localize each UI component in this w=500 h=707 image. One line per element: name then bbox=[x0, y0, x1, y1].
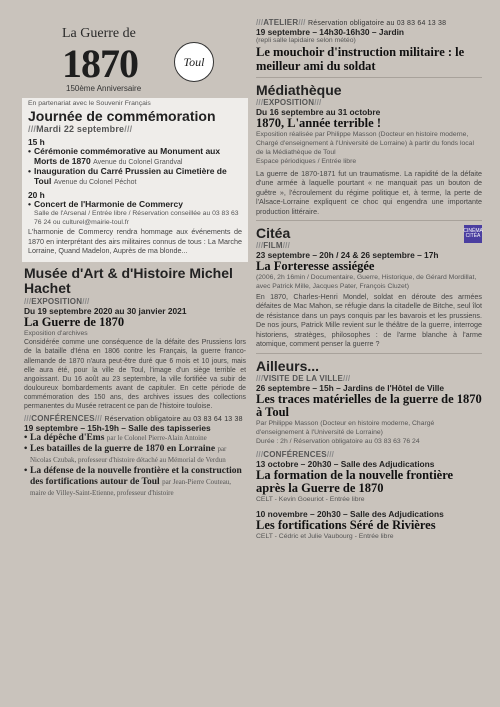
atelier-res: Réservation obligatoire au 03 83 64 13 38 bbox=[308, 20, 447, 27]
ailleurs-title: Ailleurs... bbox=[256, 357, 320, 374]
mediatheque-tag: EXPOSITION bbox=[263, 98, 315, 108]
musee-expo-sub: Exposition d'archives bbox=[24, 329, 88, 337]
musee-conf-date: 19 septembre – 15h-19h – Salle des tapisseries bbox=[24, 423, 211, 434]
citea-desc: En 1870, Charles-Henri Mondel, soldat en déroute des armées défaites de Mac Mahon, se réfugie dans la citadelle de Bitche, seul îlot de résistance dans un pays conquis par les bavarois et les prussiens. De nos jours, Patrick Mille revient sur le théâtre de la guerre, interroge historiens, stratèges, philosophes : de l'arme blanche à l'arme atomique, comment penser la guerre ? bbox=[256, 291, 482, 349]
atelier-note: (repli salle lapidaire selon météo) bbox=[256, 37, 356, 45]
anniversary-logo bbox=[22, 18, 248, 98]
commemoration-box: En partenariat avec le Souvenir Français Journée de commémoration ///Mardi 22 septembre/// 15 h • Cérémonie commémorative au Monument aux Morts de 1870 Avenue du Colonel Grandval • Inauguration du Carré Prussien au Cimetière de Toul Avenue du Colonel Péchot 20 h • Concert de l'Harmonie de Commercy Salle de l'Arsenal / Entrée libre / Réservation conseillée au 03 83 63 76 24 ou culturel@mairie-toul.fr L'harmonie de Commercy rendra hommage aux événements de 1870 en interprétant des airs militaires connus de tous : La Marche Lorraine, Quand Madelon, Auprès de ma blonde... bbox=[22, 96, 248, 262]
conf-defense: • La défense de la nouvelle frontière et la construction des fortifications autour de Toul par Jean-Pierre Couteau, maire de Villey-Saint-Etienne, professeur d'histoire bbox=[24, 466, 246, 499]
atelier-tag: ATELIER bbox=[263, 18, 299, 27]
conf2-by: CELT - Cédric et Julie Vaubourg - Entrée libre bbox=[256, 532, 394, 540]
visit-date: 26 septembre – 15h – Jardins de l'Hôtel de Ville bbox=[256, 382, 445, 393]
conf1-date: 13 octobre – 20h30 – Salle des Adjudications bbox=[256, 458, 435, 469]
time-20h: 20 h bbox=[28, 189, 45, 200]
conf2-title: Les fortifications Séré de Rivières bbox=[256, 518, 436, 533]
ailleurs-section: Ailleurs... ///VISITE DE LA VILLE/// 26 septembre – 15h – Jardins de l'Hôtel de Ville Les traces matérielles de la guerre de 1870 à Toul Par Philippe Masson (Docteur en histoire moderne, Chargé d'enseignement à l'Université de Lorraine) Durée : 2h / Réservation obligatoire au 03 83 63 76 24 ///CONFÉRENCES/// 13 octobre – 20h30 – Salle des Adjudications La formation de la nouvelle frontière après la Guerre de 1870 CELT - Kevin Goeuriot - Entrée libre 10 novembre – 20h30 – Salle des Adjudications Les fortifications Séré de Rivières CELT - Cédric et Julie Vaubourg - Entrée libre bbox=[256, 357, 482, 540]
atelier-date: 19 septembre – 14h30-16h30 – Jardin bbox=[256, 27, 405, 37]
mediatheque-section: Médiathèque ///EXPOSITION/// Du 16 septembre au 31 octobre 1870, L'année terrible ! Exposition réalisée par Philippe Masson (Docteur en histoire moderne, Chargé d'enseignement à l'Université de Lorraine) à partir du fonds local de la Médiathèque de Toul Espace périodiques / Entrée libre La guerre de 1870-1871 fut un traumatisme. La rapidité de la défaite d'une armée à laquelle pourtant « ne manquait pas un bouton de guêtre », l'écroulement du régime politique et, à terme, la perte de l'Alsace-Lorraine expliquent ce choc qui engendra une importante production littéraire. bbox=[256, 82, 482, 216]
citea-film-title: La Forteresse assiégée bbox=[256, 259, 375, 274]
musee-conf-res: Réservation obligatoire au 03 83 64 13 38 bbox=[104, 416, 243, 424]
divider bbox=[256, 77, 482, 78]
citea-section: CINÉMA CITÉA Citéa ///FILM/// 23 septembre – 20h / 24 & 26 septembre – 17h La Forteresse assiégée (2006, 2h 16min / Documentaire, Guerre, Historique, de Gérard Mordillat, avec Patrick Mille, Jacques Pater, François Cluzet) En 1870, Charles-Henri Mondel, soldat en déroute des armées défaites de Mac Mahon, se réfugie dans la citadelle de Bitche, seul îlot de résistance dans un pays conquis par les bavarois et les prussiens. De nos jours, Patrick Mille revient sur le théâtre de la guerre, interroge historiens, stratèges, philosophes : de l'arme blanche à l'arme atomique, comment penser la guerre ? bbox=[256, 225, 483, 349]
concert-item: • Concert de l'Harmonie de Commercy bbox=[28, 200, 242, 210]
conf1-title: La formation de la nouvelle frontière après la Guerre de 1870 bbox=[256, 467, 454, 496]
visit-info: Durée : 2h / Réservation obligatoire au 03 83 63 76 24 bbox=[256, 437, 420, 445]
cinema-logo-icon: CINÉMA CITÉA bbox=[464, 225, 482, 243]
musee-title: Musée d'Art & d'Histoire Michel Hachet bbox=[24, 264, 233, 297]
musee-expo-tag: EXPOSITION bbox=[31, 296, 83, 306]
conf2-date: 10 novembre – 20h30 – Salle des Adjudications bbox=[256, 509, 444, 519]
logo-year: 1870 bbox=[62, 41, 138, 86]
left-column bbox=[22, 18, 248, 499]
concert-place: Salle de l'Arsenal / Entrée libre / Réservation conseillée au 03 83 63 76 24 ou culturel@mairie-toul.fr bbox=[34, 209, 239, 226]
mediatheque-desc2: La guerre de 1870-1871 fut un traumatisme. La rapidité de la défaite d'une armée à laquelle pourtant « ne manquait pas un bouton de guêtre », l'écroulement du régime politique et, à terme, la perte de l'Alsace-Lorraine expliquent ce choc qui engendra une importante production littéraire. bbox=[256, 168, 482, 216]
citea-tag: FILM bbox=[263, 241, 283, 251]
mediatheque-dates: Du 16 septembre au 31 octobre bbox=[256, 107, 381, 118]
time-15h: 15 h bbox=[28, 137, 45, 148]
commemoration-title: Journée de commémoration bbox=[28, 107, 216, 124]
toul-logo-text: Toul bbox=[183, 54, 205, 69]
inauguration-item: • Inauguration du Carré Prussien au Cimetière de Toul Avenue du Colonel Péchot bbox=[28, 167, 242, 187]
musee-expo-desc: Considérée comme une conséquence de la défaite des Prussiens lors de la bataille d'Iéna en 1806 contre les Français, la guerre franco-allemande de 1870 n'aura peut-être duré que 6 mois et 10 jours, mais elle aura été, pour la ville de Toul, l'image d'un siège terrible et angoissant. Du 16 août au 23 septembre, la ville fortifiée va subir de douloureux bombardements avant de capituler. En cette période de commémoration des 150 ans, des archives issues des collections permanentes du Musée retracent ce pan de l'histoire touloise. bbox=[24, 339, 246, 411]
commemoration-date: Mardi 22 septembre bbox=[36, 124, 125, 135]
toul-logo-icon bbox=[174, 42, 214, 82]
mediatheque-title: Médiathèque bbox=[256, 82, 342, 99]
musee-section: Musée d'Art & d'Histoire Michel Hachet ///EXPOSITION/// Du 19 septembre 2020 au 30 janvier 2021 La Guerre de 1870 Exposition d'archives Considérée comme une conséquence de la défaite des Prussiens lors de la bataille d'Iéna en 1806 contre les Français, la guerre franco-allemande de 1870 n'aura peut-être duré que 6 mois et 10 jours, mais elle aura été, pour la ville de Toul, l'image d'un siège terrible et angoissant. Du 16 août au 23 septembre, la ville fortifiée va subir de douloureux bombardements avant de capituler. En cette période de commémoration des 150 ans, des archives issues des collections permanentes du Musée retracent ce pan de l'histoire touloise. ///CONFÉRENCES/// Réservation obligatoire au 03 83 64 13 38 19 septembre – 15h-19h – Salle des tapisseries • La dépêche d'Ems par le Colonel Pierre-Alain Antoine • Les batailles de la guerre de 1870 en Lorraine par Nicolas Czubak, professeur d'histoire détaché au Mémorial de Verdun • La défense de la nouvelle frontière et la construction des fortifications autour de Toul par Jean-Pierre Couteau, maire de Villey-Saint-Etienne, professeur d'histoire bbox=[22, 262, 248, 499]
atelier-section: ///ATELIER/// Réservation obligatoire au 03 83 64 13 38 19 septembre – 14h30-16h30 – Jardin (repli salle lapidaire selon météo) Le mouchoir d'instruction militaire : le meilleur ami du soldat bbox=[256, 18, 482, 73]
mediatheque-expo-title: 1870, L'année terrible ! bbox=[256, 116, 381, 131]
musee-expo-dates: Du 19 septembre 2020 au 30 janvier 2021 bbox=[24, 305, 187, 316]
mediatheque-desc1: Exposition réalisée par Philippe Masson (Docteur en histoire moderne, Chargé d'enseignement à l'Université de Lorraine) à partir du fonds local de la Médiathèque de Toul bbox=[256, 131, 474, 156]
visit-by: Par Philippe Masson (Docteur en histoire moderne, Chargé d'enseignement à l'Université de Lorraine) bbox=[256, 420, 435, 436]
divider bbox=[256, 220, 482, 221]
citea-title: Citéa bbox=[256, 225, 291, 242]
visit-tag: VISITE DE LA VILLE bbox=[263, 373, 344, 383]
partner-text: En partenariat avec le Souvenir Français bbox=[28, 100, 151, 107]
logo-line1: La Guerre de bbox=[62, 26, 136, 41]
musee-expo-title: La Guerre de 1870 bbox=[24, 314, 125, 329]
citea-dates: 23 septembre – 20h / 24 & 26 septembre – 17h bbox=[256, 250, 439, 261]
mediatheque-place: Espace périodiques / Entrée libre bbox=[256, 157, 357, 165]
atelier-title: Le mouchoir d'instruction militaire : le meilleur ami du soldat bbox=[256, 44, 465, 73]
conf1-by: CELT - Kevin Goeuriot - Entrée libre bbox=[256, 496, 365, 504]
right-column bbox=[256, 18, 482, 542]
concert-desc: L'harmonie de Commercy rendra hommage aux événements de 1870 en interprétant des airs militaires connus de tous : La Marche Lorraine, Quand Madelon, Auprès de ma blonde... bbox=[28, 227, 242, 256]
conf-batailles: • Les batailles de la guerre de 1870 en Lorraine par Nicolas Czubak, professeur d'histoire détaché au Mémorial de Verdun bbox=[24, 444, 246, 466]
visit-title: Les traces matérielles de la guerre de 1870 à Toul bbox=[256, 391, 482, 420]
musee-conf-tag: CONFÉRENCES bbox=[31, 414, 95, 424]
ailleurs-conf-tag: CONFÉRENCES bbox=[263, 449, 327, 459]
logo-subtitle: 150ème Anniversaire bbox=[66, 84, 142, 93]
citea-meta: (2006, 2h 16min / Documentaire, Guerre, Historique, de Gérard Mordillat, avec Patrick Mille, Jacques Pater, François Cluzet) bbox=[256, 273, 477, 290]
ceremony-item: • Cérémonie commémorative au Monument aux Morts de 1870 Avenue du Colonel Grandval bbox=[28, 147, 242, 167]
conf-ems: • La dépêche d'Ems par le Colonel Pierre-Alain Antoine bbox=[24, 433, 246, 444]
divider bbox=[256, 353, 482, 354]
